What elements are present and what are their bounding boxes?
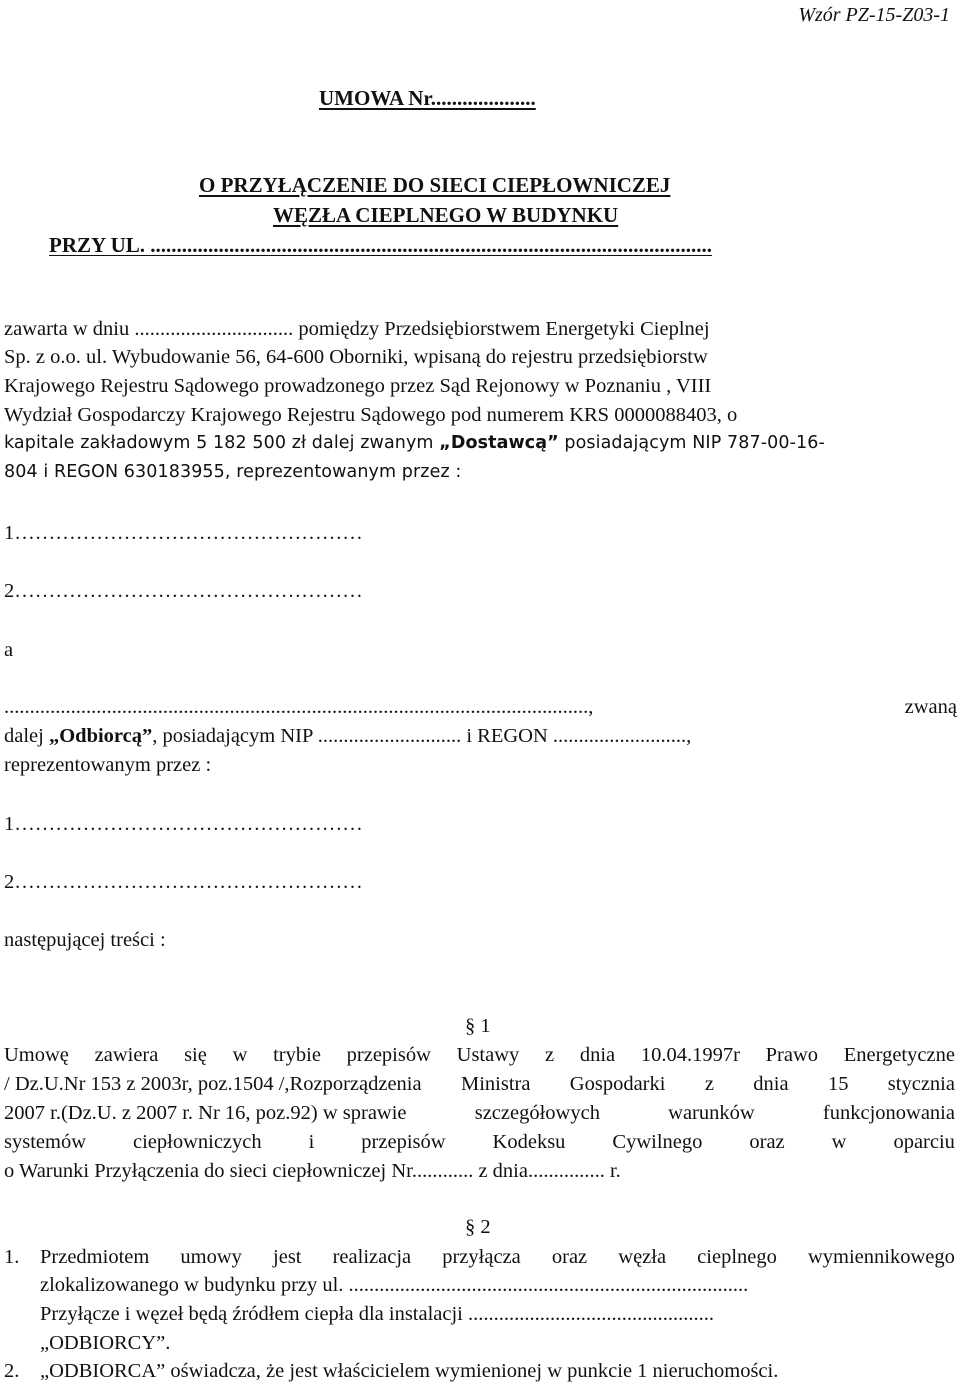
form-code-value: PZ-15-Z03-1 [845,4,950,26]
supplier-capital-text: kapitale zakładowym 5 182 500 zł dalej zwanym [4,433,440,453]
receiver-ids: , posiadającym NIP ............................ i REGON .........................., [152,725,692,747]
parties-line-6: 804 i REGON 630183955, reprezentowanym przez : [4,462,462,482]
word: z [545,1044,555,1066]
parties-line-2: Sp. z o.o. ul. Wybudowanie 56, 64-600 Oborniki, wpisaną do rejestru przedsiębiorstw [4,346,708,368]
section-symbol: § [465,1015,476,1037]
section-1-line-1 [4,1045,955,1066]
word: w [831,1131,847,1153]
word: stycznia [887,1073,955,1095]
word: umowy [180,1246,242,1268]
word: trybie [273,1044,321,1066]
supplier-representative-1: 1…………………………………………… [4,522,363,544]
section-1-heading [465,1016,491,1037]
word: przepisów [361,1131,446,1153]
receiver-line-2 [4,726,691,747]
word: dnia [753,1073,789,1095]
word: systemów [4,1131,86,1153]
word: przepisów [346,1044,431,1066]
word: i [308,1131,315,1153]
contract-subject-line-1: O PRZYŁĄCZENIE DO SIECI CIEPŁOWNICZEJ [199,173,671,197]
parties-line-1: zawarta w dniu ............................... pomiędzy Przedsiębiorstwem Energetyki Cieplnej [4,318,710,340]
word: szczegółowych [474,1102,600,1124]
word: realizacja [332,1246,412,1268]
conjunction: a [4,639,14,661]
parties-line-3: Krajowego Rejestru Sądowego prowadzonego przez Sąd Rejonowy w Poznaniu , VIII [4,375,712,397]
supplier-nip-text: posiadającym NIP 787-00-16- [558,433,825,453]
item-1-line-1 [40,1247,955,1268]
supplier-representative-2: 2…………………………………………… [4,580,363,602]
contract-subject-line-2: WĘZŁA CIEPLNEGO W BUDYNKU [273,203,619,227]
item-1-line-3: Przyłącze i węzeł będą źródłem ciepła dla instalacji ................................................ [40,1303,715,1325]
section-number: 2 [480,1216,491,1238]
form-prefix: Wzór [798,4,841,26]
word: Przedmiotem [40,1246,150,1268]
receiver-representative-1: 1…………………………………………… [4,813,363,835]
word: jest [273,1246,302,1268]
word: Cywilnego [612,1131,703,1153]
word: 15 [827,1073,849,1095]
word: przyłącza [442,1246,521,1268]
word: oparciu [893,1131,955,1153]
section-1-line-5: o Warunki Przyłączenia do sieci ciepłowniczej Nr............ z dnia............... r. [4,1160,621,1182]
street-line: PRZY UL. ........................................................................................................... [49,235,713,256]
parties-line-4: Wydział Gospodarczy Krajowego Rejestru Sądowego pod numerem KRS 0000088403, o [4,404,738,426]
word: zawiera [94,1044,159,1066]
word: funkcjonowania [822,1102,955,1124]
word: w [232,1044,248,1066]
supplier-label: „Dostawcą” [439,433,559,453]
item-1-number: 1. [4,1246,20,1268]
word: 2007 r.(Dz.U. z 2007 r. Nr 16, poz.92) w sprawie [4,1102,407,1124]
form-code [798,5,950,25]
section-2-heading [465,1217,491,1238]
section-number: 1 [480,1015,491,1037]
section-1-line-4 [4,1132,955,1153]
word: / Dz.U.Nr 153 z 2003r, poz.1504 /,Rozporządzenia [4,1073,422,1095]
word: Energetyczne [843,1044,955,1066]
word: oraz [551,1246,588,1268]
item-2-line-1: „ODBIORCA” oświadcza, że jest właścicielem wymienionej w punkcie 1 nieruchomości. [40,1360,779,1382]
word: oraz [749,1131,785,1153]
receiver-called: zwaną [904,696,957,718]
word: cieplnego [697,1246,777,1268]
receiver-label: „Odbiorcą” [48,725,153,747]
word: z [704,1073,714,1095]
word: dnia [579,1044,616,1066]
item-1-line-2: zlokalizowanego w budynku przy ul. .............................................................................. [40,1274,749,1296]
parties-line-5 [4,435,825,453]
receiver-representative-2: 2…………………………………………… [4,871,363,893]
word: Prawo [765,1044,819,1066]
item-2-number: 2. [4,1360,20,1382]
receiver-line-3: reprezentowanym przez : [4,754,212,776]
item-1-line-4: „ODBIORCY”. [40,1332,171,1354]
section-symbol: § [465,1216,476,1238]
word: Gospodarki [569,1073,666,1095]
word: warunków [668,1102,755,1124]
word: węzła [618,1246,667,1268]
word: ciepłowniczych [132,1131,262,1153]
receiver-prefix: dalej [4,725,49,747]
word: Ustawy [456,1044,520,1066]
contract-number-title: UMOWA Nr.................... [319,86,536,110]
section-1-line-2 [4,1074,955,1095]
content-intro: następującej treści : [4,929,166,951]
receiver-name-field: .................................................................................................................., [4,696,594,718]
receiver-line-1 [4,697,957,718]
contract-subject-line-3 [49,235,913,256]
word: Ministra [460,1073,531,1095]
section-1-line-3 [4,1103,955,1124]
word: Umowę [4,1044,69,1066]
word: 10.04.1997r [640,1044,740,1066]
word: wymiennikowego [807,1246,955,1268]
word: się [184,1044,207,1066]
word: Kodeksu [492,1131,566,1153]
